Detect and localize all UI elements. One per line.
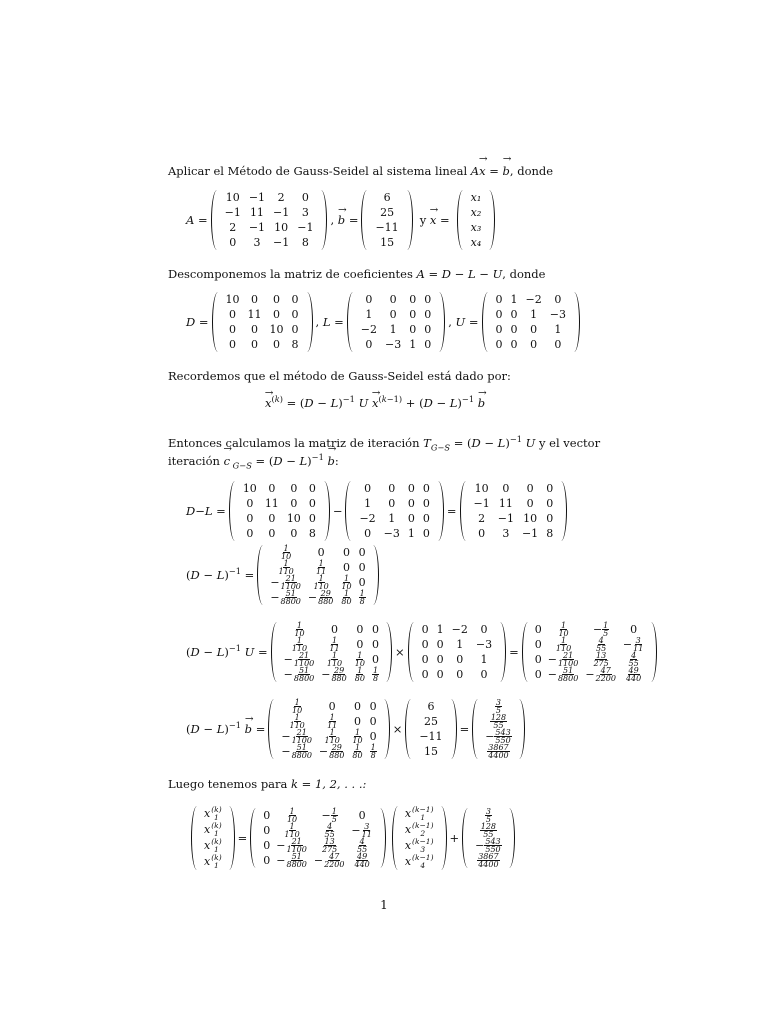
matrix-cell: 0 [502,481,510,495]
matrix-u-2 [408,622,506,682]
matrix-cell: 0 [356,622,364,636]
matrix-cell: −1 [248,190,266,204]
matrix-a [211,190,328,250]
matrix-cell: 0 [421,622,429,636]
iteration-matrix-equation: $(D - L)^{-1}$ U = $\frac{1}{10}$ 0 0 0 $\frac{1}{110}$ $\frac{1}{11}$ 0 0 − $\frac{21}{1100}$ $\frac{1}{110}$ $\frac{1}{10}$ 0 − $\frac{51}{8800}$ − $\frac{29}{880}$ $\frac{1}{80}$ $\frac{1}{8}$ × 0 1 −2 0 0 0 1 −3 0 0 0 1 0 0 0 0 = 0 $\frac{1}{10}$ − $\frac{1}{5}$ 0 0 $\frac{1}{110}$ $\frac{4}{55}$ − $\frac{3}{11}$ 0 − $\frac{21}{1100}$ $\frac{13}{275}$ $\frac{4}{55}$ 0 − $\frac{51}{8800}$ − $\frac{47}{2200}$ $\frac{49}{440}$ [186,622,660,682]
matrix-cell: 0 [246,496,254,510]
matrix-cell: 1 [389,322,397,336]
matrix-cell: 0 [291,292,299,306]
matrix-cell: 25 [423,714,438,728]
matrix-cell: 0 [371,652,379,666]
matrix-cell: 0 [273,292,281,306]
matrix-cell: x₃ [470,220,482,234]
matrix-cell: 0 [342,545,350,559]
matrix-cell: 1 [456,637,464,651]
matrix-cell: 0 [554,292,562,306]
matrix-cell: 0 [510,307,518,321]
matrix-cell: 0 [546,511,554,525]
matrix-cell: 0 [409,292,417,306]
matrix-cell: 3 [502,526,510,540]
matrix-cell: − $\frac{47}{2200}$ [585,666,616,683]
matrix-cell: 25 [380,205,395,219]
matrix-cell: 1 [554,322,562,336]
matrix-cell: 0 [328,699,336,713]
d-minus-l-equation: D−L = 10 0 0 0 0 11 0 0 0 0 10 0 0 0 0 8 − 0 0 0 0 1 0 0 0 −2 1 0 0 0 −3 1 0 = 10 0 0 0 −1 11 0 0 2 −1 10 0 0 3 −1 8 [186,481,570,541]
matrix-cell: x₄ [470,235,482,249]
matrix-d [212,292,313,352]
matrix-cell: −1 [224,205,241,219]
matrix-cell: 10 [286,511,301,525]
matrix-cell: $\frac{1}{11}$ [327,713,338,730]
matrix-cell: 0 [251,337,259,351]
matrix-cell: 0 [424,337,432,351]
matrix-cell: −3 [383,526,400,540]
matrix-cell: 0 [354,699,362,713]
matrix-cell: 0 [436,667,444,681]
matrix-cell: − $\frac{51}{8800}$ [547,666,579,683]
matrix-cell: 0 [388,481,396,495]
matrix-cell: 0 [263,808,271,822]
matrix-cell: 0 [388,496,396,510]
matrix-cell: 0 [422,496,430,510]
matrix-cell: 0 [371,622,379,636]
matrix-dl-inverse [257,545,378,605]
matrix-cell: 0 [389,292,397,306]
matrix-cell: x (k) 1 [204,837,222,854]
matrix-cell: 0 [229,337,237,351]
matrix-cell: 1 [510,292,518,306]
matrix-cell: 15 [423,744,438,758]
matrix-cell: 0 [421,637,429,651]
gauss-seidel-formula: → $x^{(k)} = (D - L)^{-1}$ $U \to x^{(k-1)} + (D - L)^{-1} \to b$ [265,396,485,410]
matrix-cell: 0 [291,322,299,336]
matrix-cell: 10 [523,511,538,525]
dlu-equation: D = 10 0 0 0 0 11 0 0 0 0 10 0 0 0 0 8 , L = 0 0 0 0 1 0 0 0 −2 1 0 0 0 −3 1 0 , U = 0 1 −2 0 0 0 1 −3 0 0 0 1 0 0 0 0 [186,292,583,352]
vector-xk [191,806,235,870]
matrix-cell: $\frac{1}{10}$ [352,728,363,745]
matrix-cell: 0 [308,496,316,510]
matrix-cell: 0 [480,667,488,681]
matrix-cell: − $\frac{29}{880}$ [318,743,345,760]
matrix-cell: 0 [554,337,562,351]
matrix-cell: $\frac{1}{8}$ [359,589,365,606]
matrix-cell: 0 [229,307,237,321]
matrix-cell: 0 [251,322,259,336]
vector-b [361,190,412,250]
matrix-cell: 0 [422,511,430,525]
matrix-cell: 8 [546,526,554,540]
matrix-cell: 11 [498,496,513,510]
matrix-cell: − $\frac{29}{880}$ [307,589,334,606]
matrix-cell: 0 [268,526,276,540]
matrix-cell: 10 [474,481,489,495]
matrix-cell: $\frac{128}{55}$ [490,713,507,730]
matrix-cell: 0 [358,808,366,822]
matrix-cell: 0 [409,307,417,321]
matrix-cell: $\frac{1}{110}$ [324,728,340,745]
matrix-cell: $\frac{1}{110}$ [284,822,300,839]
matrix-cell: 10 [269,322,284,336]
matrix-dl-inverse-3 [268,699,389,759]
matrix-cell: 0 [354,714,362,728]
matrix-cell: −3 [385,337,402,351]
matrix-cell: 0 [510,337,518,351]
matrix-cell: 0 [407,496,415,510]
matrix-cell: 0 [389,307,397,321]
matrix-cell: 0 [480,622,488,636]
matrix-cell: 6 [427,699,435,713]
matrix-cell: 0 [424,322,432,336]
iteration-vector-equation: $(D - L)^{-1} \to b$ = $\frac{1}{10}$ 0 0 0 $\frac{1}{110}$ $\frac{1}{11}$ 0 0 − $\frac{21}{1100}$ $\frac{1}{110}$ $\frac{1}{10}$ 0 − $\frac{51}{8800}$ − $\frac{29}{880}$ $\frac{1}{80}$ $\frac{1}{8}$ × 6 25 −11 15 = $\frac{3}{5}$ $\frac{128}{55}$ − $\frac{543}{550}$ $\frac{3867}{4400}$ [186,699,528,759]
matrix-cell: 0 [495,322,503,336]
matrix-cell: 0 [546,481,554,495]
matrix-cell: $\frac{1}{110}$ [555,636,572,653]
vector-c [472,699,525,759]
matrix-cell: 0 [229,235,237,249]
matrix-cell: 0 [630,622,638,636]
matrix-cell: 0 [421,652,429,666]
matrix-cell: x₁ [470,190,482,204]
matrix-cell: 0 [546,496,554,510]
matrix-cell: 0 [331,622,338,636]
matrix-cell: 0 [365,337,373,351]
matrix-cell: $\frac{1}{10}$ [354,651,365,668]
matrix-cell: 0 [263,853,271,867]
matrix-cell: 0 [358,575,366,589]
matrix-cell: $\frac{4}{55}$ [596,636,607,653]
matrix-cell: $\frac{1}{11}$ [329,636,340,653]
matrix-cell: − $\frac{1}{5}$ [321,807,337,824]
matrix-cell: −2 [525,292,542,306]
matrix-cell: −3 [549,307,566,321]
matrix-cell: − $\frac{21}{1100}$ [281,728,312,745]
matrix-cell: 0 [422,526,430,540]
matrix-cell: 2 [277,190,285,204]
matrix-cell: 0 [229,322,237,336]
luego-paragraph: Luego tenemos para k = 1, 2, . . .: [168,777,367,791]
matrix-cell: −1 [273,205,290,219]
matrix-cell: 0 [534,622,542,636]
matrix-cell: 0 [291,307,299,321]
matrix-cell: 0 [534,667,542,681]
matrix-cell: −1 [521,526,539,540]
matrix-cell: 0 [526,481,534,495]
matrix-cell: x (k−1) 1 [404,805,434,822]
matrix-cell: −11 [419,729,443,743]
matrix-cell: 1 [407,526,415,540]
page-number: 1 [380,898,388,912]
matrix-cell: 0 [436,652,444,666]
matrix-cell: 0 [268,511,276,525]
matrix-cell: 0 [424,307,432,321]
matrix-cell: 11 [264,496,279,510]
matrix-cell: −1 [473,496,490,510]
matrix-t [522,622,658,682]
matrix-cell: −1 [297,220,314,234]
matrix-cell: $\frac{1}{80}$ [341,589,352,606]
matrix-cell: $\frac{49}{440}$ [354,852,370,869]
matrix-cell: $\frac{1}{10}$ [286,807,298,824]
matrix-l-2 [345,481,443,541]
matrix-d-2 [229,481,330,541]
vector-xk-1 [392,806,447,870]
matrix-cell: $\frac{1}{11}$ [316,559,327,576]
matrix-cell: $\frac{3}{5}$ [485,807,491,824]
matrix-cell: x (k) 1 [204,805,222,822]
matrix-cell: − $\frac{21}{1100}$ [276,837,307,854]
matrix-cell: 11 [249,205,264,219]
matrix-cell: 0 [358,545,366,559]
matrix-cell: 0 [290,526,298,540]
matrix-cell: 0 [246,526,254,540]
matrix-cell: $\frac{3}{5}$ [495,698,501,715]
matrix-cell: 10 [274,220,289,234]
matrix-cell: x₂ [470,205,482,219]
matrix-cell: $\frac{1}{10}$ [292,698,303,715]
matrix-cell: x (k−1) 3 [404,837,434,854]
matrix-cell: x (k−1) 2 [404,821,434,838]
matrix-cell: 0 [409,322,417,336]
matrix-cell: $\frac{13}{275}$ [593,651,609,668]
matrix-cell: 1 [409,337,417,351]
matrix-cell: − $\frac{47}{2200}$ [313,852,345,869]
matrix-cell: 0 [365,292,373,306]
matrix-cell: 0 [534,637,542,651]
matrix-cell: 10 [225,292,240,306]
matrix-cell: 1 [530,307,538,321]
matrix-cell: 0 [526,496,534,510]
matrix-cell: 3 [253,235,261,249]
matrix-cell: − $\frac{21}{1100}$ [547,651,579,668]
matrix-cell: 15 [380,235,395,249]
matrix-cell: 2 [478,511,486,525]
matrix-cell: $\frac{1}{10}$ [281,544,292,561]
matrix-cell: $\frac{1}{110}$ [289,713,305,730]
intro-paragraph: Aplicar el Método de Gauss-Seidel al sistema lineal A→ x = → b, donde [168,162,553,180]
matrix-cell: −3 [475,637,493,651]
matrix-cell: 1 [436,622,444,636]
matrix-cell: $\frac{128}{55}$ [480,822,497,839]
matrix-cell: 0 [371,637,379,651]
matrix-cell: 0 [530,322,538,336]
matrix-cell: $\frac{1}{110}$ [291,636,308,653]
matrix-cell: −1 [497,511,514,525]
matrix-cell: 0 [369,714,377,728]
matrix-cell: 3 [301,205,309,219]
matrix-cell: $\frac{1}{10}$ [558,621,569,638]
matrix-dl-inverse-2 [271,622,392,682]
matrix-cell: −11 [375,220,399,234]
iteration-paragraph: Entonces calculamos la matriz de iteración $T_{G-S} = (D - L)^{-1}$ U y el vector iteración → c $_{G-S} = (D - L)^{-1} \to b$: [168,434,600,470]
matrix-cell: 0 [317,545,325,559]
final-iteration-equation: x (k) 1 x (k) 1 x (k) 1 x (k) 1 = 0 $\frac{1}{10}$ − $\frac{1}{5}$ 0 0 $\frac{1}{110}$ $\frac{4}{55}$ − $\frac{3}{11}$ 0 − $\frac{21}{1100}$ $\frac{13}{275}$ $\frac{4}{55}$ 0 − $\frac{51}{8800}$ − $\frac{47}{2200}$ $\frac{49}{440}$ x (k−1) 1 x (k−1) 2 x (k−1) 3 x (k−1) 4 + $\frac{3}{5}$ $\frac{128}{55}$ − $\frac{543}{550}$ $\frac{3867}{4400}$ [188,806,518,870]
matrix-cell: −1 [248,220,266,234]
matrix-cell: − $\frac{21}{1100}$ [283,651,315,668]
matrix-t-2 [250,808,386,868]
matrix-cell: 0 [478,526,486,540]
matrix-cell: $\frac{1}{80}$ [352,743,363,760]
matrix-cell: 0 [407,481,415,495]
matrix-cell: 11 [247,307,262,321]
matrix-cell: 0 [308,481,316,495]
matrix-cell: 0 [495,337,503,351]
matrix-cell: 0 [356,637,364,651]
matrix-cell: − $\frac{51}{8800}$ [276,852,307,869]
matrix-cell: − $\frac{51}{8800}$ [283,666,315,683]
recall-paragraph: Recordemos que el método de Gauss-Seidel está dado por: [168,369,511,383]
matrix-cell: 2 [229,220,237,234]
matrix-cell: 0 [436,637,444,651]
matrix-cell: $\frac{13}{275}$ [321,837,338,854]
matrix-u [482,292,580,352]
matrix-cell: $\frac{3867}{4400}$ [478,852,499,869]
matrix-cell: 0 [273,337,281,351]
dl-inverse-equation: $(D - L)^{-1}$ = $\frac{1}{10}$ 0 0 0 $\frac{1}{110}$ $\frac{1}{11}$ 0 0 − $\frac{21}{1100}$ $\frac{1}{110}$ $\frac{1}{10}$ 0 − $\frac{51}{8800}$ − $\frac{29}{880}$ $\frac{1}{80}$ $\frac{1}{8}$ [186,545,382,605]
matrix-cell: 0 [251,292,259,306]
matrix-cell: 0 [246,511,254,525]
matrix-cell: 8 [301,235,309,249]
matrix-cell: 0 [290,496,298,510]
matrix-cell: 10 [225,190,240,204]
matrix-cell: 0 [424,292,432,306]
system-equation: A = 10 −1 2 0 −1 11 −1 3 2 −1 10 −1 0 3 −1 8 , → b = 6 25 −11 15 y → x = x₁ x₂ x₃ x₄ [186,190,498,250]
matrix-cell: 0 [364,526,372,540]
matrix-cell: 0 [308,511,316,525]
matrix-cell: −1 [273,235,290,249]
matrix-cell: $\frac{4}{55}$ [628,651,639,668]
matrix-cell: 10 [242,481,257,495]
matrix-cell: $\frac{4}{55}$ [324,822,335,839]
matrix-cell: 1 [365,307,373,321]
matrix-cell: 1 [480,652,488,666]
decomposition-paragraph: Descomponemos la matriz de coeficientes A = D − L − U, donde [168,267,546,281]
matrix-cell: 0 [495,307,503,321]
matrix-l [347,292,445,352]
matrix-cell: − $\frac{21}{1100}$ [270,574,301,591]
vector-c-2 [462,808,515,868]
matrix-cell: 0 [510,322,518,336]
matrix-cell: 0 [530,337,538,351]
matrix-cell: $\frac{1}{110}$ [326,651,343,668]
matrix-cell: $\frac{1}{8}$ [372,666,379,683]
matrix-cell: 0 [495,292,503,306]
matrix-cell: 0 [369,729,377,743]
matrix-cell: 0 [407,511,415,525]
matrix-cell: 0 [342,560,350,574]
matrix-cell: x (k) 1 [204,853,222,870]
matrix-cell: 1 [388,511,396,525]
matrix-cell: 0 [301,190,309,204]
matrix-cell: − $\frac{1}{5}$ [592,621,609,638]
matrix-cell: − $\frac{29}{880}$ [321,666,347,683]
vector-x [457,190,496,250]
matrix-cell: 6 [383,190,391,204]
matrix-cell: 0 [290,481,298,495]
matrix-cell: $\frac{1}{110}$ [313,574,329,591]
matrix-cell: $\frac{3867}{4400}$ [488,743,509,760]
matrix-cell: −2 [360,322,377,336]
matrix-cell: $\frac{1}{10}$ [341,574,352,591]
matrix-cell: $\frac{1}{110}$ [278,559,294,576]
matrix-d-minus-l [460,481,568,541]
matrix-cell: 0 [456,652,464,666]
matrix-cell: 8 [308,526,316,540]
matrix-cell: − $\frac{51}{8800}$ [270,589,301,606]
matrix-cell: 0 [263,838,271,852]
matrix-cell: 0 [369,699,377,713]
matrix-cell: 0 [263,823,271,837]
matrix-cell: 0 [268,481,276,495]
matrix-cell: $\frac{4}{55}$ [357,837,368,854]
matrix-cell: 0 [273,307,281,321]
matrix-cell: 0 [421,667,429,681]
matrix-cell: − $\frac{3}{11}$ [351,822,372,839]
matrix-cell: −2 [359,511,376,525]
matrix-cell: − $\frac{543}{550}$ [485,728,511,745]
matrix-cell: $\frac{1}{10}$ [294,621,305,638]
matrix-cell: 0 [358,560,366,574]
matrix-cell: $\frac{49}{440}$ [625,666,642,683]
matrix-cell: 8 [291,337,299,351]
matrix-cell: − $\frac{3}{11}$ [622,636,644,653]
matrix-cell: 0 [422,481,430,495]
matrix-cell: − $\frac{51}{8800}$ [281,743,312,760]
matrix-cell: 1 [364,496,372,510]
matrix-cell: −2 [451,622,468,636]
matrix-cell: 0 [534,652,542,666]
matrix-cell: $\frac{1}{80}$ [354,666,365,683]
matrix-cell: 0 [456,667,464,681]
matrix-cell: − $\frac{543}{550}$ [475,837,501,854]
vector-b-2 [405,699,456,759]
matrix-cell: x (k−1) 4 [404,853,434,870]
matrix-cell: 0 [364,481,372,495]
matrix-cell: $\frac{1}{8}$ [370,743,376,760]
matrix-cell: x (k) 1 [204,821,222,838]
